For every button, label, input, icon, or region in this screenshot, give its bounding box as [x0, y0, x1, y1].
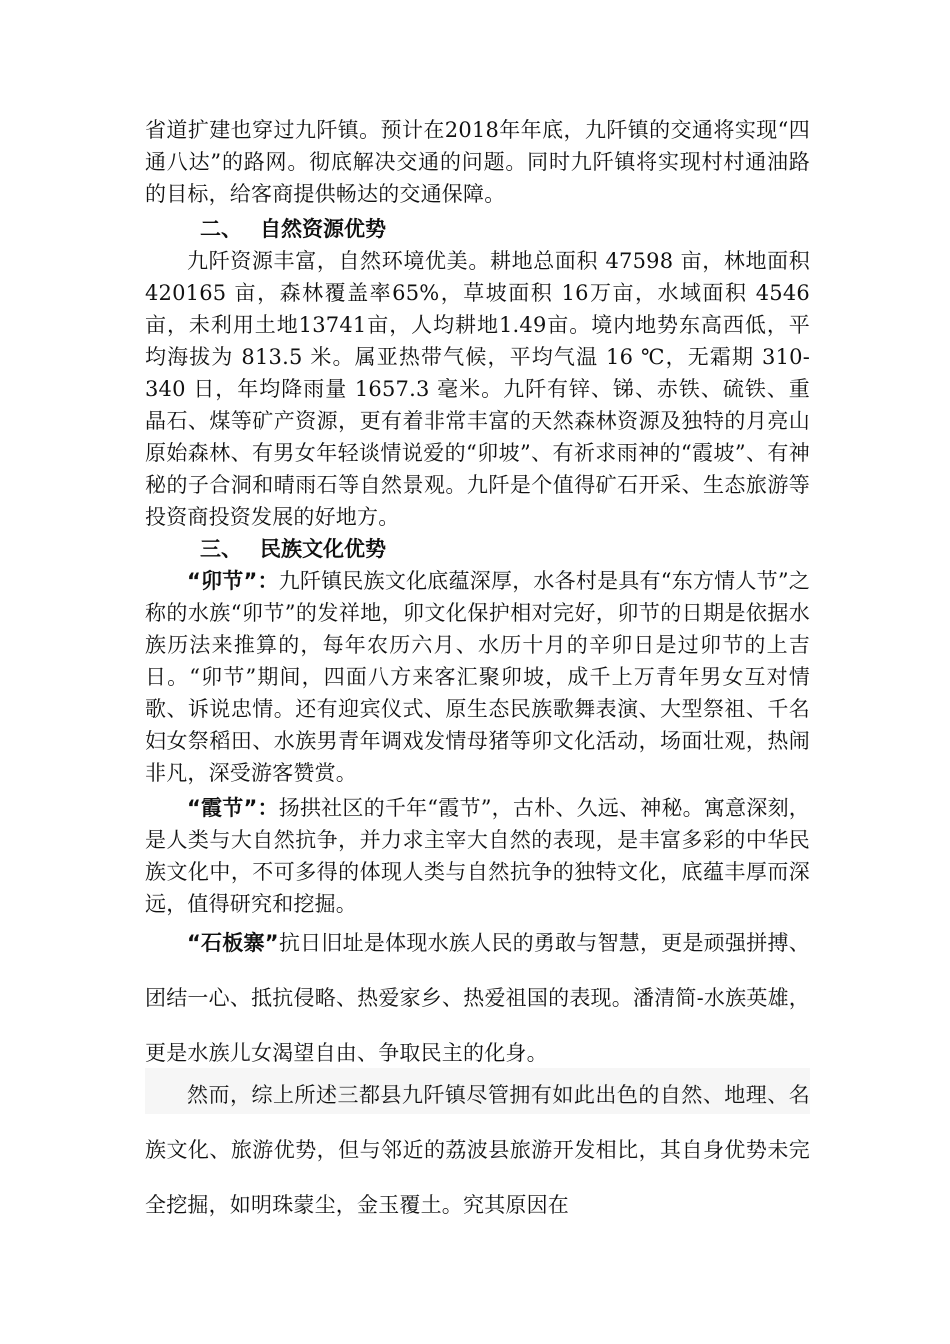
paragraph-transport: 省道扩建也穿过九阡镇。预计在2018年年底，九阡镇的交通将实现“四通八达”的路网。彻底解决交通的问题。同时九阡镇将实现村村通油路的目标，给客商提供畅达的交通保障。 — [145, 118, 810, 206]
paragraph-xia-festival — [145, 792, 810, 920]
term-stone-village: “石板寨” — [187, 931, 279, 955]
paragraph-conclusion: 然而，综上所述三都县九阡镇尽管拥有如此出色的自然、地理、名族文化、旅游优势，但与邻近的荔波县旅游开发相比，其自身优势未完全挖掘，如明珠蒙尘，金玉覆土。究其原因在 — [145, 1083, 810, 1217]
term-xia-festival: “霞节”： — [187, 796, 279, 820]
section-heading-ethnic-culture — [200, 533, 386, 565]
section-number: 三、 — [200, 537, 242, 561]
section-number: 二、 — [200, 217, 242, 241]
paragraph-text: 九阡镇民族文化底蕴深厚，水各村是具有“东方情人节”之称的水族“卯节”的发祥地，卯文化保护相对完好，卯节的日期是依据水族历法来推算的，每年农历六月、水历十月的辛卯日是过卯节的上吉日。“卯节”期间，四面八方来客汇聚卯坡，成千上万青年男女互对情歌、诉说忠情。还有迎宾仪式、原生态民族歌舞表演、大型祭祖、千名妇女祭稻田、水族男青年调戏发情母猪等卯文化活动，场面壮观，热闹非凡，深受游客赞赏。 — [145, 569, 811, 785]
paragraph-stone-village — [145, 916, 810, 1081]
paragraph-natural-resources: 九阡资源丰富，自然环境优美。耕地总面积 47598 亩，林地面积420165 亩，森林覆盖率65%，草坡面积 16万亩，水域面积 4546 亩，未利用土地13741亩，人均耕地1.49亩。境内地势东高西低，平均海拔为 813.5 米。属亚热带气候，平均气温 16 ℃，无霜期 310-340 日，年均降雨量 1657.3 毫米。九阡有锌、锑、赤铁、硫铁、重晶石、煤等矿产资源，更有着非常丰富的天然森林资源及独特的月亮山原始森林、有男女年轻谈情说爱的“卯坡”、有祈求雨神的“霞坡”、有神秘的子合洞和晴雨石等自然景观。九阡是个值得矿石开采、生态旅游等投资商投资发展的好地方。 — [145, 249, 810, 529]
paragraph-mao-festival — [145, 565, 810, 789]
paragraph-text: 扬拱社区的千年“霞节”，古朴、久远、神秘。寓意深刻，是人类与大自然抗争，并力求主宰大自然的表现，是丰富多彩的中华民族文化中，不可多得的体现人类与自然抗争的独特文化，底蕴丰厚而深远，值得研究和挖掘。 — [145, 796, 811, 916]
section-title: 自然资源优势 — [260, 217, 386, 241]
section-heading-natural-resources — [200, 213, 386, 245]
section-title: 民族文化优势 — [260, 537, 386, 561]
paragraph-text: 抗日旧址是体现水族人民的勇敢与智慧，更是顽强拼搏、团结一心、抵抗侵略、热爱家乡、热爱祖国的表现。潘清简-水族英雄，更是水族儿女渴望自由、争取民主的化身。 — [145, 931, 810, 1065]
term-mao-festival: “卯节”： — [187, 569, 279, 593]
